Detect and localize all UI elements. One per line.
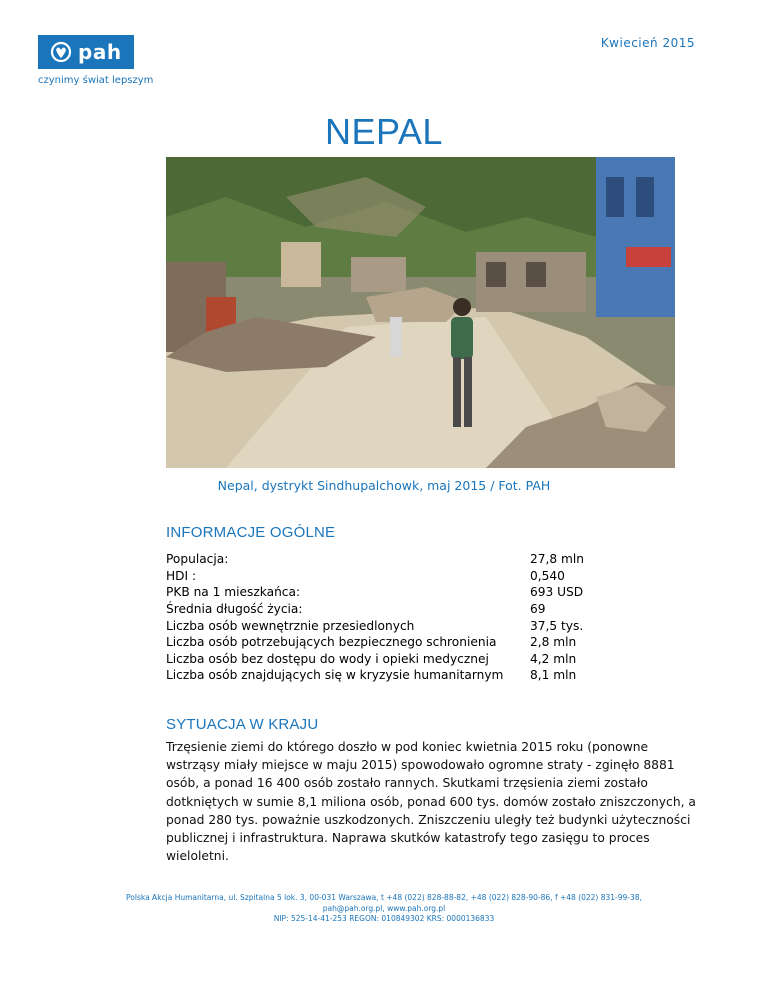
footer-registration: NIP: 525-14-41-253 REGON: 010849302 KRS: 0000136833 (273, 914, 495, 923)
report-date: Kwiecień 2015 (600, 36, 695, 50)
stat-value: 693 USD (530, 585, 584, 600)
stat-row (166, 584, 606, 601)
footer (0, 893, 768, 925)
stat-value: 4,2 mln (530, 651, 577, 666)
stat-label: Liczba osób znajdujących się w kryzysie humanitarnym (166, 668, 504, 683)
stat-row (166, 551, 606, 568)
general-info-table (166, 551, 606, 684)
stat-label: Liczba osób potrzebujących bezpiecznego schronienia (166, 635, 497, 650)
logo-text: pah (78, 40, 122, 64)
stat-value: 37,5 tys. (530, 618, 584, 633)
stat-label: Populacja: (166, 552, 229, 567)
stat-label: Średnia długość życia: (166, 602, 303, 617)
stat-value: 27,8 mln (530, 552, 584, 567)
stat-row (166, 617, 606, 634)
heart-logo-icon (50, 41, 72, 63)
earthquake-photo (166, 157, 675, 468)
stat-label: Liczba osób wewnętrznie przesiedlonych (166, 618, 415, 633)
stat-label: Liczba osób bez dostępu do wody i opieki medycznej (166, 651, 489, 666)
situation-text: Trzęsienie ziemi do którego doszło w pod koniec kwietnia 2015 roku (ponowne wstrząsy miały miejsce w maju 2015) spowodowało ogromne straty - zginęło 8881 osób, a ponad 16 400 osób zostało rannych. Skutkami trzęsienia ziemi zostało dotkniętych w sumie 8,1 miliona osób, ponad 600 tys. domów zostało zniszczonych, a ponad 280 tys. poważnie uszkodzonych. Zniszczeniu uległy też budynki użyteczności publicznej i infrastruktura. Naprawa skutków katastrofy tego zasięgu to proces wieloletni. (166, 740, 696, 864)
stat-row (166, 601, 606, 618)
stat-label: PKB na 1 mieszkańca: (166, 585, 301, 600)
footer-contact: pah@pah.org.pl, www.pah.org.pl (322, 903, 446, 913)
stat-value: 0,540 (530, 568, 565, 583)
footer-address: Polska Akcja Humanitarna, ul. Szpitalna 5 lok. 3, 00-031 Warszawa, t +48 (022) 828-88-82, +48 (022) 828-90-86, f +48 (022) 831-99-38, (126, 893, 642, 902)
situation-heading: SYTUACJA W KRAJU (166, 716, 319, 733)
stat-label: HDI : (166, 568, 197, 583)
stat-value: 8,1 mln (530, 668, 577, 683)
general-info-heading: INFORMACJE OGÓLNE (166, 524, 336, 541)
stat-value: 2,8 mln (530, 635, 577, 650)
pah-logo (38, 35, 134, 69)
stat-row (166, 634, 606, 651)
stat-row (166, 568, 606, 585)
tagline: czynimy świat lepszym (38, 75, 154, 86)
photo-caption: Nepal, dystrykt Sindhupalchowk, maj 2015 / Fot. PAH (217, 478, 551, 493)
stat-row (166, 651, 606, 668)
stat-value: 69 (530, 602, 546, 617)
stat-row (166, 667, 606, 684)
page-title: NEPAL (325, 111, 443, 152)
